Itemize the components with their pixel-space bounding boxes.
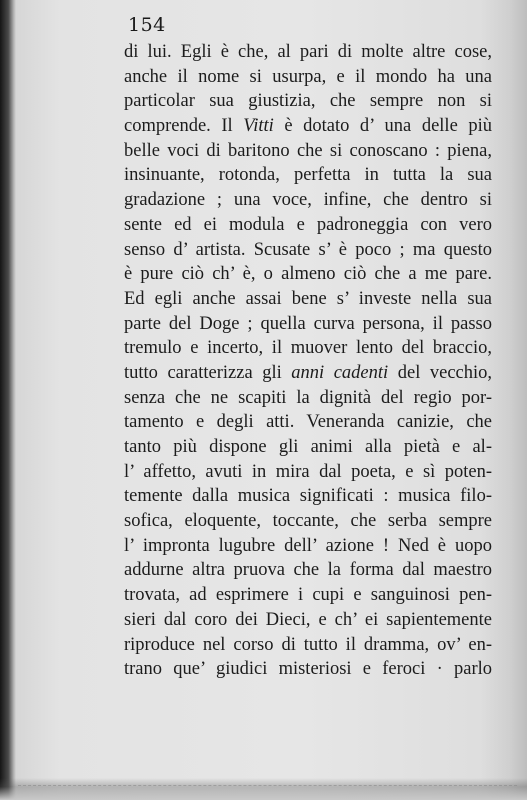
page-bottom-edge [18,785,517,786]
page-number: 154 [128,14,166,36]
text-line: di lui. Egli è che, al pari di molte altre cose, [124,42,492,62]
text-line: senza che ne scapiti la dignità del regio por- [124,387,492,408]
italic-phrase: anni cadenti [291,362,389,383]
text-line: tanto più dispone gli animi alla pietà e al- [124,437,492,457]
text-line: è pure ciò ch’ è, o almeno ciò che a me pare. [124,264,492,285]
text-line: parte del Doge ; quella curva persona, il passo [124,313,492,334]
text-line: tutto caratterizza gli anni cadenti del vecchio, [124,362,493,383]
text-line: riproduce nel corso di tutto il dramma, ov’ en- [124,634,492,655]
page-binding-edge [0,0,14,800]
text-line: l’ affetto, avuti in mira dal poeta, e sì poten- [124,461,492,482]
text-line: sieri dal coro dei Dieci, e ch’ ei sapientemente [124,609,492,630]
text-line: l’ impronta lugubre dell’ azione ! Ned è uopo [124,535,492,556]
text-line: gradazione ; una voce, infine, che dentro si [124,190,492,211]
text-line: particolar sua giustizia, che sempre non si [124,91,492,112]
page-bottom-shadow [0,778,527,800]
text-line: tremulo e incerto, il muover lento del braccio, [124,338,492,359]
text-line: trano que’ giudici misteriosi e feroci · parlo [124,659,492,680]
text-line: trovata, ad esprimere i cupi e sanguinosi pen- [124,585,492,606]
text-line: belle voci di baritono che si conoscano : piena, [124,140,492,161]
text-line: Ed egli anche assai bene s’ investe nella sua [124,288,492,309]
text-line: tamento e degli atti. Veneranda canizie, che [124,412,492,433]
text-line: anche il nome si usurpa, e il mondo ha una [124,66,492,87]
text-line: comprende. Il Vitti è dotato d’ una delle più [124,116,492,137]
text-line: senso d’ artista. Scusate s’ è poco ; ma questo [124,239,492,260]
body-text [124,40,492,682]
text-line: sofica, eloquente, toccante, che serba sempre [124,511,492,532]
text-line: sente ed ei modula e padroneggia con vero [124,214,492,235]
text-line: addurne altra pruova che la forma dal maestro [124,560,492,581]
text-line: insinuante, rotonda, perfetta in tutta la sua [124,165,492,186]
text-line: temente dalla musica significati : musica filo- [124,486,492,507]
italic-name: Vitti [243,116,274,137]
